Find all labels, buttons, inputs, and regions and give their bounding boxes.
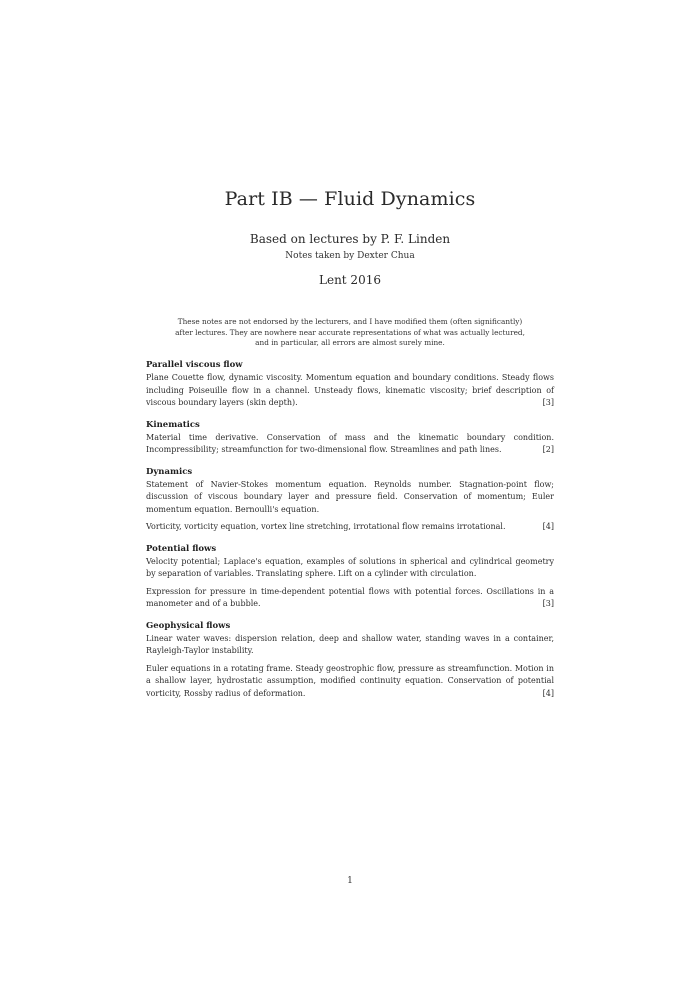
term-date: Lent 2016	[319, 273, 381, 287]
lecture-count: [4]	[542, 522, 554, 531]
syllabus-section	[146, 420, 554, 457]
section-heading: Dynamics	[146, 466, 193, 477]
section-paragraph	[146, 663, 554, 701]
syllabus-section	[146, 467, 554, 534]
paragraph-text: Material time derivative. Conservation of mass and the kinematic boundary condition. Incompressibility; streamfunction for two-dimensional flow. Streamlines and path lines.	[146, 432, 554, 454]
syllabus-section	[146, 544, 554, 611]
lecture-count: [3]	[542, 599, 554, 608]
document-title: Part IB — Fluid Dynamics	[224, 188, 476, 210]
syllabus	[146, 360, 554, 710]
section-paragraph: Linear water waves: dispersion relation, deep and shallow water, standing waves in a container, Rayleigh-Taylor instability.	[146, 633, 554, 655]
lecture-count: [4]	[542, 688, 554, 698]
page-number: 1	[347, 876, 353, 886]
section-paragraph: Velocity potential; Laplace's equation, examples of solutions in spherical and cylindrical geometry by separation of variables. Translating sphere. Lift on a cylinder with circulation.	[146, 556, 554, 578]
section-paragraph	[146, 586, 554, 611]
paragraph-text: Euler equations in a rotating frame. Steady geostrophic flow, pressure as streamfunction. Motion in a shallow layer, hydrostatic assumption, modified continuity equation. Conservation of potential vorticity, Rossby radius of deformation.	[146, 663, 554, 698]
disclaimer-text: These notes are not endorsed by the lecturers, and I have modified them (often significantly) after lectures. They are nowhere near accurate representations of what was actually lectured, and in particular, all errors are almost surely mine.	[175, 317, 525, 347]
section-paragraph	[146, 372, 554, 410]
paragraph-text: Plane Couette flow, dynamic viscosity. Momentum equation and boundary conditions. Steady flows including Poiseuille flow in a channel. Unsteady flows, kinematic viscosity; brief description of viscous boundary layers (skin depth).	[146, 373, 554, 407]
section-paragraph: Statement of Navier-Stokes momentum equation. Reynolds number. Stagnation-point flow; discussion of viscous boundary layer and pressure field. Conservation of momentum; Euler momentum equation. Bernoulli's equation.	[146, 479, 554, 514]
syllabus-section	[146, 360, 554, 410]
section-heading: Kinematics	[146, 419, 200, 430]
paragraph-text: Expression for pressure in time-dependent potential flows with potential forces. Oscillations in a manometer and of a bubble.	[146, 586, 554, 608]
syllabus-section	[146, 621, 554, 701]
paragraph-text: Vorticity, vorticity equation, vortex line stretching, irrotational flow remains irrotational.	[146, 522, 506, 531]
section-paragraph	[146, 432, 554, 457]
lecture-count: [2]	[542, 445, 554, 454]
section-heading: Parallel viscous flow	[146, 360, 243, 370]
section-paragraph	[146, 521, 554, 534]
lecturer-line: Based on lectures by P. F. Linden	[249, 232, 451, 246]
lecture-count: [3]	[542, 398, 554, 407]
notes-author-line: Notes taken by Dexter Chua	[285, 251, 415, 261]
section-heading: Geophysical flows	[146, 620, 231, 631]
section-heading: Potential flows	[146, 543, 217, 554]
